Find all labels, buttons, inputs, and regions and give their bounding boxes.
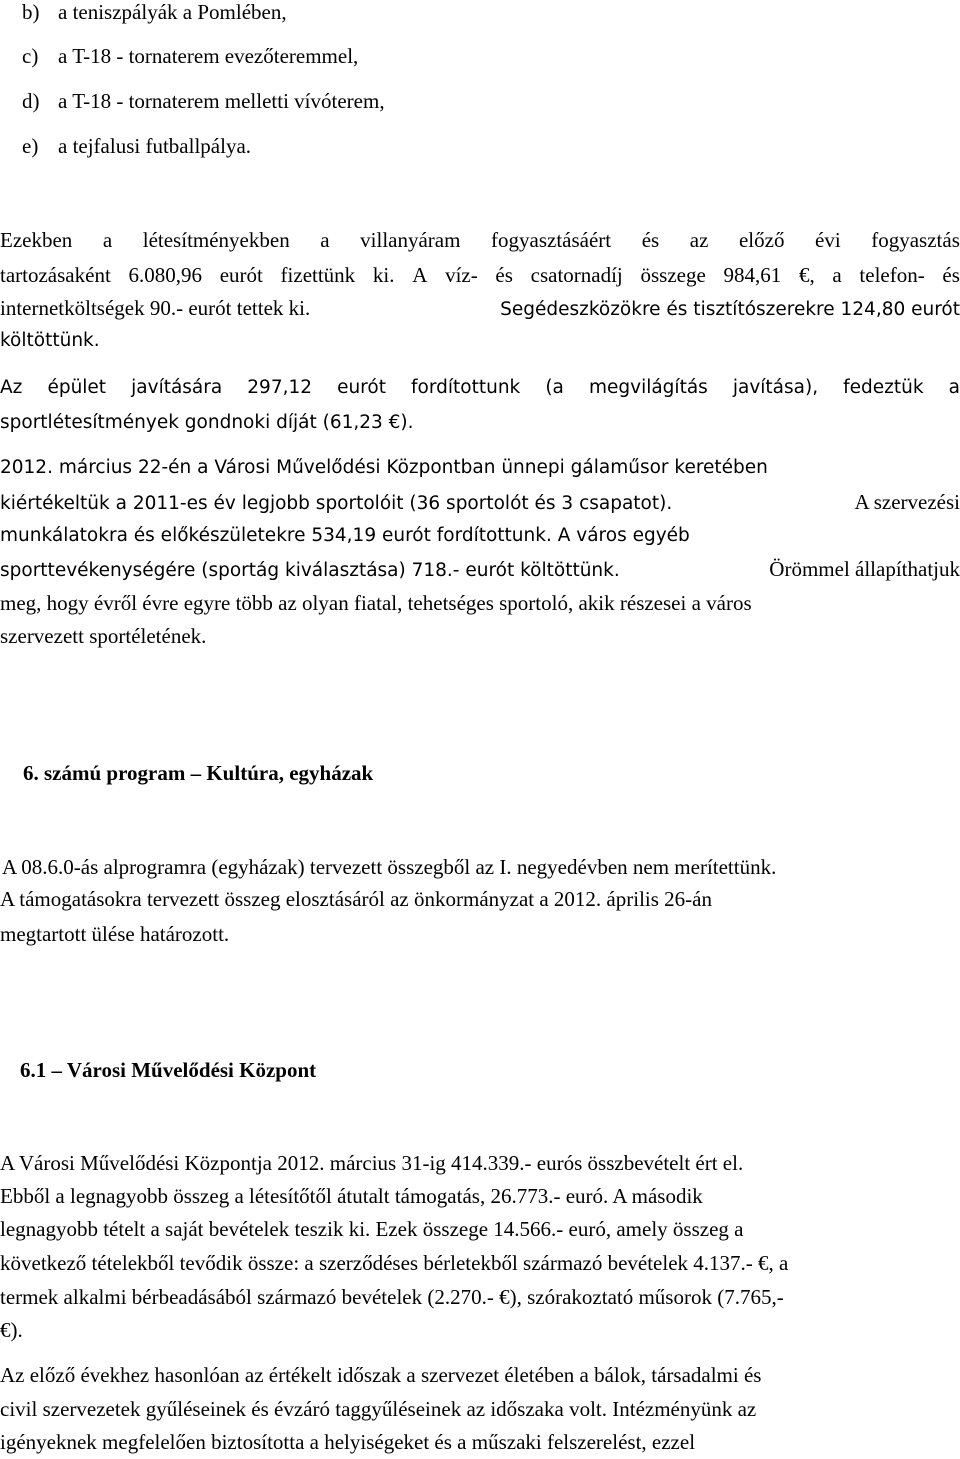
paragraph-line [0, 224, 960, 256]
text-line: Ezekben a létesítményekben a villanyáram fogyasztásáért és az előző évi fogyasztás [0, 228, 960, 252]
paragraph-line [0, 883, 960, 915]
paragraph-line [0, 259, 960, 291]
text-line: meg, hogy évről évre egyre több az olyan fiatal, tehetséges sportoló, akik részesei a város [0, 591, 752, 615]
list-text: a tejfalusi futballpálya. [58, 134, 252, 158]
text-line: következő tételekből tevődik össze: a szerződéses bérletekből származó bevételek 4.137.- €, a [0, 1251, 789, 1275]
paragraph-line [0, 553, 960, 585]
text-line: igényeknek megfelelően biztosította a helyiségeket és a műszaki felszerelést, ezzel [0, 1430, 696, 1454]
paragraph-line [0, 1213, 960, 1245]
text-segment: Segédeszközökre és tisztítószerekre 124,80 eurót [500, 299, 960, 320]
text-segment: kiértékeltük a 2011-es év legjobb sportolóit (36 sportolót és 3 csapatot). [0, 493, 673, 514]
list-text: a T-18 - tornaterem melletti vívóterem, [58, 89, 385, 113]
text-line: Az előző évekhez hasonlóan az értékelt időszak a szervezet életében a bálok, társadalmi és [0, 1363, 762, 1387]
paragraph-line [0, 1314, 960, 1346]
text-line: munkálatokra és előkészületekre 534,19 eurót fordítottunk. A város egyéb [0, 525, 690, 546]
list-item [22, 85, 385, 117]
text-line: Ebből a legnagyobb összeg a létesítőtől átutalt támogatás, 26.773.- euró. A második [0, 1184, 703, 1208]
list-item [22, 40, 358, 72]
paragraph-line [0, 325, 960, 357]
paragraph-line [0, 372, 960, 404]
section-heading: 6. számú program – Kultúra, egyházak [23, 761, 374, 785]
text-line: €). [0, 1318, 23, 1342]
text-line: termek alkalmi bérbeadásából származó bevételek (2.270.- €), szórakoztató műsorok (7.765,- [0, 1285, 784, 1309]
text-segment: A szervezési [854, 490, 960, 514]
paragraph-line [0, 486, 960, 518]
list-marker: c) [22, 44, 39, 68]
text-segment: sporttevékenységére (sportág kiválasztása) 718.- eurót költöttünk. [0, 560, 620, 581]
text-line: megtartott ülése határozott. [0, 922, 230, 946]
text-line: Az épület javítására 297,12 eurót fordítottunk (a megvilágítás javítása), fedeztük a [0, 377, 960, 398]
paragraph-line [0, 918, 960, 950]
list-marker: b) [22, 0, 40, 24]
text-line: tartozásaként 6.080,96 eurót fizettünk ki. A víz- és csatornadíj összege 984,61 €, a telefon- és [0, 263, 960, 287]
text-segment: Örömmel állapíthatjuk [769, 557, 960, 581]
paragraph-line [0, 1359, 960, 1391]
paragraph-line [0, 292, 960, 324]
paragraph-line [0, 1247, 960, 1279]
paragraph-line [0, 587, 960, 619]
text-line: költöttünk. [0, 330, 100, 351]
list-marker: e) [22, 134, 39, 158]
text-line: A 08.6.0-ás alprogramra (egyházak) tervezett összegből az I. negyedévben nem merítettünk. [2, 855, 777, 879]
text-line: A támogatásokra tervezett összeg elosztásáról az önkormányzat a 2012. április 26-án [0, 887, 712, 911]
subsection-heading: 6.1 – Városi Művelődési Központ [20, 1058, 317, 1082]
paragraph-line [0, 407, 960, 439]
list-text: a T-18 - tornaterem evezőteremmel, [58, 44, 359, 68]
paragraph-line [0, 620, 960, 652]
text-line: sportlétesítmények gondnoki díját (61,23 €). [0, 412, 414, 433]
paragraph-line [0, 452, 960, 484]
text-line: legnagyobb tételt a saját bevételek teszik ki. Ezek összege 14.566.- euró, amely összeg a [0, 1217, 744, 1241]
paragraph-line [0, 1426, 960, 1458]
paragraph-line [0, 1180, 960, 1212]
list-text: a teniszpályák a Pomlében, [58, 0, 287, 24]
paragraph-line [2, 851, 960, 883]
list-item [22, 0, 287, 28]
text-segment: internetköltségek 90.- eurót tettek ki. [0, 296, 311, 320]
paragraph-line [0, 520, 960, 552]
text-line: A Városi Művelődési Központja 2012. március 31-ig 414.339.- eurós összbevételt ért el. [0, 1151, 744, 1175]
text-line: szervezett sportéletének. [0, 624, 207, 648]
list-item [22, 130, 251, 162]
paragraph-line [0, 1281, 960, 1313]
text-line: 2012. március 22-én a Városi Művelődési Központban ünnepi gálaműsor keretében [0, 457, 768, 478]
list-marker: d) [22, 89, 40, 113]
paragraph-line [0, 1393, 960, 1425]
text-line: civil szervezetek gyűléseinek és évzáró taggyűléseinek az időszaka volt. Intézményünk az [0, 1397, 757, 1421]
paragraph-line [0, 1147, 960, 1179]
